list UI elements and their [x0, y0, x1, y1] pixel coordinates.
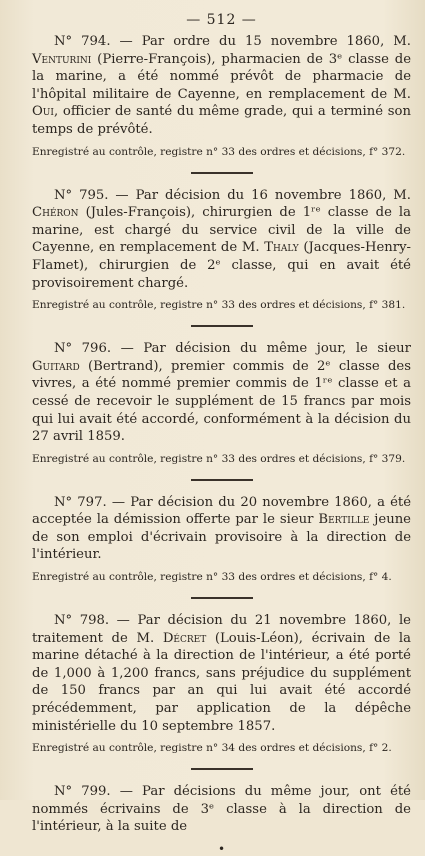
- person-name: Venturini: [32, 51, 92, 67]
- entry-number: N° 796. —: [54, 341, 134, 357]
- person-name: Thaly: [264, 240, 299, 256]
- page-number: — 512 —: [186, 12, 257, 28]
- registration-note: Enregistré au contrôle, registre n° 33 des ordres et décisions, f° 379.: [32, 452, 406, 465]
- entry-number: N° 795. —: [54, 187, 129, 203]
- entry-number: N° 798. —: [54, 613, 130, 629]
- separator-rule: [191, 479, 253, 481]
- entry-794: N° 794. — Par ordre du 15 novembre 1860, M. Venturini (Pierre-François), pharmacien de 3ᵉ classe de la marine, a été nommé prévôt de pharmacie de l'hôpital militaire de Cayenne, en remplacement de M. Oui, officier de santé du même grade, qui a terminé son temps de prévôté. Enregistré au contrôle, registre n° 33 des ordres et décisions, f° 372.: [32, 34, 411, 158]
- separator-rule: [191, 768, 253, 770]
- entry-797: N° 797. — Par décision du 20 novembre 1860, a été acceptée la démission offerte par le sieur Bertille jeune de son emploi d'écrivain provisoire à la direction de l'intérieur. Enregistré au contrôle, registre n° 33 des ordres et décisions, f° 4.: [32, 494, 411, 584]
- entry-798: N° 798. — Par décision du 21 novembre 1860, le traitement de M. Décret (Louis-Léon), écrivain de la marine détaché à la direction de l'intérieur, a été porté de 1,000 à 1,200 francs, sans préjudice du supplément de 150 francs par an qui lui avait été accordé précédemment, par application de la dépêche ministérielle du 10 septembre 1857. Enregistré au contrôle, registre n° 34 des ordres et décisions, f° 2.: [32, 613, 412, 755]
- entry-799: N° 799. — Par décisions du même jour, ont été nommés écrivains de 3ᵉ classe à la direction de l'intérieur, à la suite de: [32, 784, 411, 835]
- page-ornament: •: [217, 842, 226, 856]
- person-name: Bertille: [318, 512, 370, 528]
- entry-number: N° 799. —: [54, 784, 133, 800]
- person-name: Chéron: [32, 205, 79, 221]
- person-name: Guitard: [32, 358, 80, 374]
- registration-note: Enregistré au contrôle, registre n° 34 des ordres et décisions, f° 2.: [32, 742, 392, 755]
- separator-rule: [191, 597, 253, 599]
- entry-795: N° 795. — Par décision du 16 novembre 1860, M. Chéron (Jules-François), chirurgien de 1ʳᵉ classe de la marine, est chargé du service civil de la ville de Cayenne, en remplacement de M. Thaly (Jacques-Henry-Flamet), chirurgien de 2ᵉ classe, qui en avait été provisoirement chargé. Enregistré au contrôle, registre n° 33 des ordres et décisions, f° 381.: [32, 187, 412, 312]
- registration-note: Enregistré au contrôle, registre n° 33 des ordres et décisions, f° 4.: [32, 571, 392, 584]
- registration-note: Enregistré au contrôle, registre n° 33 des ordres et décisions, f° 372.: [32, 145, 406, 158]
- registration-note: Enregistré au contrôle, registre n° 33 des ordres et décisions, f° 381.: [32, 299, 406, 312]
- separator-rule: [191, 172, 253, 174]
- entry-796: N° 796. — Par décision du même jour, le sieur Guitard (Bertrand), premier commis de 2ᵉ classe des vivres, a été nommé premier commis de 1ʳᵉ classe et a cessé de recevoir le supplément de 15 francs par mois qui lui avait été accordé, conformément à la décision du 27 avril 1859. Enregistré au contrôle, registre n° 33 des ordres et décisions, f° 379.: [32, 341, 411, 465]
- person-name: Oui: [32, 104, 54, 120]
- person-name: Décret: [162, 630, 207, 646]
- entry-number: N° 797. —: [54, 494, 126, 510]
- entry-number: N° 794. —: [54, 34, 133, 49]
- separator-rule: [191, 325, 253, 327]
